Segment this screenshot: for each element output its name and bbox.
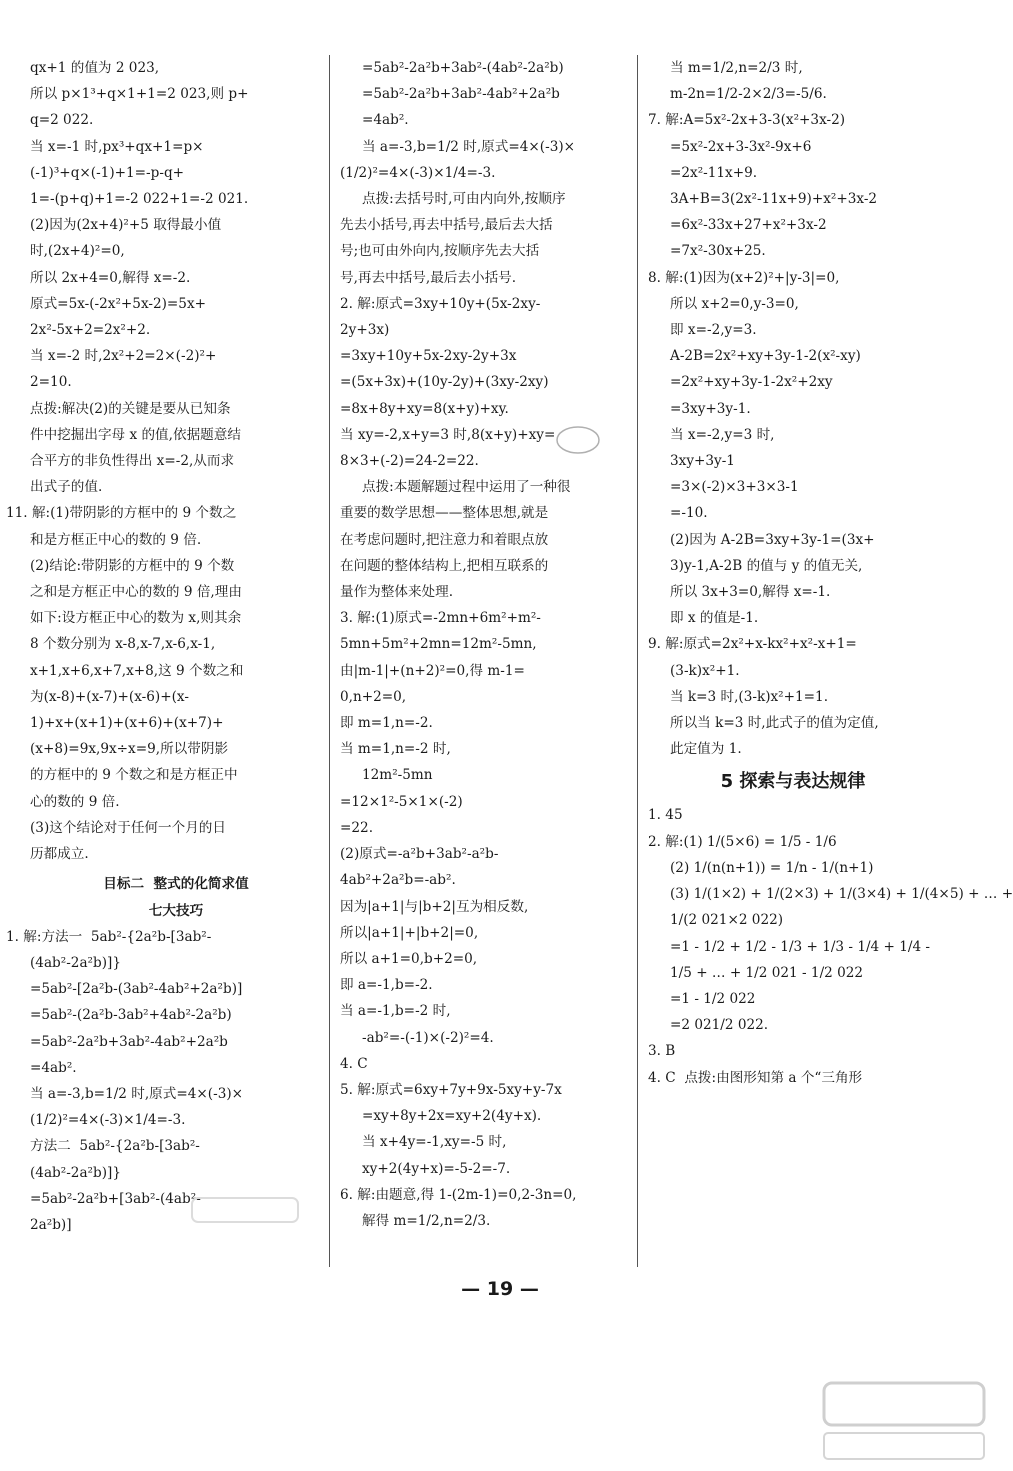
text-line: =3×(-2)×3+3×3-1 xyxy=(670,479,799,496)
text-line: xy+2(4y+x)=-5-2=-7. xyxy=(362,1160,511,1177)
text-line: =5ab²-2a²b+3ab²-(4ab²-2a²b) xyxy=(362,60,564,76)
text-line: -ab²=-(-1)×(-2)²=4. xyxy=(362,1029,494,1046)
text-line: 所以当 k=3 时,此式子的值为定值, xyxy=(670,715,879,732)
answer-column-right xyxy=(648,55,1013,1270)
question-1-line: 1. 解:方法一 5ab²-{2a²b-[3ab²- xyxy=(6,928,212,945)
text-line: 即 x 的值是-1. xyxy=(670,610,759,627)
text-line: =2x²-11x+9. xyxy=(670,164,758,181)
text-line: =(5x+3x)+(10y-2y)+(3xy-2xy) xyxy=(340,374,549,391)
answer-column-middle xyxy=(340,55,630,1270)
text-line: 1)+x+(x+1)+(x+6)+(x+7)+ xyxy=(30,715,224,732)
text-line: =3xy+3y-1. xyxy=(670,400,751,417)
text-line: 当 a=-3,b=1/2 时,原式=4×(-3)× xyxy=(30,1085,244,1102)
text-line: 当 m=1,n=-2 时, xyxy=(340,741,451,758)
text-line: (3) 1/(1×2) + 1/(2×3) + 1/(3×4) + 1/(4×5) + … + xyxy=(670,886,1013,903)
text-line: (2)因为 A-2B=3xy+3y-1=(3x+ xyxy=(670,531,875,548)
page-number: — 19 — xyxy=(461,1278,539,1300)
text-line: =7x²-30x+25. xyxy=(670,243,766,260)
question-6-line: 6. 解:由题意,得 1-(2m-1)=0,2-3n=0, xyxy=(340,1186,577,1203)
text-line: 当 xy=-2,x+y=3 时,8(x+y)+xy= xyxy=(340,426,556,443)
hint-line: 重要的数学思想——整体思想,就是 xyxy=(340,505,549,522)
question-2-line: 2. 解:(1) 1/(5×6) = 1/5 - 1/6 xyxy=(648,833,837,850)
text-line: =12×1²-5×1×(-2) xyxy=(340,793,463,810)
text-line: (-1)³+q×(-1)+1=-p-q+ xyxy=(30,164,185,181)
section-heading: 目标二 整式的化简求值 xyxy=(103,876,249,893)
text-line: 所以 x+2=0,y-3=0, xyxy=(670,295,799,312)
hint-line: 号;也可由外向内,按顺序先去大括 xyxy=(340,243,540,260)
text-line: 当 k=3 时,(3-k)x²+1=1. xyxy=(670,688,829,705)
text-line: (2)结论:带阴影的方框中的 9 个数 xyxy=(30,557,235,574)
text-line: 2a²b)] xyxy=(30,1216,72,1233)
hint-line: 在问题的整体结构上,把相互联系的 xyxy=(340,557,549,574)
text-line: 1/5 + … + 1/2 021 - 1/2 022 xyxy=(670,964,864,981)
text-line: 如下:设方框正中心的数为 x,则其余 xyxy=(30,610,242,627)
text-line: (3)这个结论对于任何一个月的日 xyxy=(30,819,226,836)
text-line: 1/(2 021×2 022) xyxy=(670,912,784,929)
hint-line: 点拨:解决(2)的关键是要从已知条 xyxy=(30,400,231,417)
text-line: 由|m-1|+(n+2)²=0,得 m-1= xyxy=(340,662,525,679)
question-4-line: 4. C 点拨:由图形知第 a 个“三角形 xyxy=(648,1069,863,1086)
text-line: (1/2)²=4×(-3)×1/4=-3. xyxy=(340,164,496,181)
text-line: 所以 2x+4=0,解得 x=-2. xyxy=(30,269,191,286)
hint-line: 先去小括号,再去中括号,最后去大括 xyxy=(340,217,553,234)
question-8-line: 8. 解:(1)因为(x+2)²+|y-3|=0, xyxy=(648,269,840,286)
hint-line: 在考虑问题时,把注意力和着眼点放 xyxy=(340,531,549,548)
hint-line: 量作为整体来处理. xyxy=(340,584,454,601)
text-line: 3)y-1,A-2B 的值与 y 的值无关, xyxy=(670,557,863,574)
column-divider-2 xyxy=(637,55,638,1267)
text-line: 即 m=1,n=-2. xyxy=(340,715,433,732)
question-11-line: 11. 解:(1)带阴影的方框中的 9 个数之 xyxy=(6,505,237,522)
text-line: m-2n=1/2-2×2/3=-5/6. xyxy=(670,86,827,103)
text-line: 4ab²+2a²b=-ab². xyxy=(340,872,456,889)
text-line: 8 个数分别为 x-8,x-7,x-6,x-1, xyxy=(30,636,216,653)
text-line: 所以 a+1=0,b+2=0, xyxy=(340,950,478,967)
text-line: q=2 022. xyxy=(30,112,94,129)
text-line: =3xy+10y+5x-2xy-2y+3x xyxy=(340,348,517,365)
question-7-line: 7. 解:A=5x²-2x+3-3(x²+3x-2) xyxy=(648,112,846,129)
text-line: =-10. xyxy=(670,505,708,522)
text-line: =5ab²-[2a²b-(3ab²-4ab²+2a²b)] xyxy=(30,981,243,998)
hint-line: 合平方的非负性得出 x=-2,从而求 xyxy=(30,453,235,470)
text-line: (2)因为(2x+4)²+5 取得最小值 xyxy=(30,217,222,234)
text-line: 2x²-5x+2=2x²+2. xyxy=(30,322,151,339)
text-line: 的方框中的 9 个数之和是方框正中 xyxy=(30,767,238,784)
text-line: 所以|a+1|+|b+2|=0, xyxy=(340,924,479,941)
text-line: 解得 m=1/2,n=2/3. xyxy=(362,1212,491,1229)
text-line: (1/2)²=4×(-3)×1/4=-3. xyxy=(30,1112,186,1129)
text-line: 此定值为 1. xyxy=(670,741,742,758)
text-line: 和是方框正中心的数的 9 倍. xyxy=(30,531,202,548)
hint-line: 件中挖掘出字母 x 的值,依据题意结 xyxy=(30,426,241,443)
text-line: x+1,x+6,x+7,x+8,这 9 个数之和 xyxy=(30,662,244,679)
text-line: (2) 1/(n(n+1)) = 1/n - 1/(n+1) xyxy=(670,859,874,876)
text-line: =5ab²-2a²b+3ab²-4ab²+2a²b xyxy=(30,1033,228,1050)
question-3-answer: 3. B xyxy=(648,1043,676,1060)
question-1-answer: 1. 45 xyxy=(648,807,683,824)
text-line: 12m²-5mn xyxy=(362,767,433,784)
text-line: =5ab²-2a²b+3ab²-4ab²+2a²b xyxy=(362,86,560,103)
text-line: 当 a=-1,b=-2 时, xyxy=(340,1003,451,1020)
text-line: 所以 p×1³+q×1+1=2 023,则 p+ xyxy=(30,86,249,103)
text-line: =4ab². xyxy=(362,112,409,129)
text-line: 2=10. xyxy=(30,374,72,391)
text-line: 之和是方框正中心的数的 9 倍,理由 xyxy=(30,584,242,601)
text-line: (3-k)x²+1. xyxy=(670,662,740,679)
text-line: 原式=5x-(-2x²+5x-2)=5x+ xyxy=(30,295,207,312)
text-line: A-2B=2x²+xy+3y-1-2(x²-xy) xyxy=(670,348,861,365)
hint-line: 号,再去中括号,最后去小括号. xyxy=(340,269,517,286)
text-line: 因为|a+1|与|b+2|互为相反数, xyxy=(340,898,529,915)
text-line: 8×3+(-2)=24-2=22. xyxy=(340,453,479,470)
watermark-logo xyxy=(820,1375,990,1465)
question-5-line: 5. 解:原式=6xy+7y+9x-5xy+y-7x xyxy=(340,1081,562,1098)
text-line: (2)原式=-a²b+3ab²-a²b- xyxy=(340,846,499,863)
text-line: =2x²+xy+3y-1-2x²+2xy xyxy=(670,374,833,391)
text-line: 0,n+2=0, xyxy=(340,688,407,705)
section-subheading: 七大技巧 xyxy=(148,902,204,919)
text-line: (x+8)=9x,9x÷x=9,所以带阴影 xyxy=(30,741,229,758)
text-line: =1 - 1/2 + 1/2 - 1/3 + 1/3 - 1/4 + 1/4 - xyxy=(670,938,931,955)
text-line: =5ab²-2a²b+[3ab²-(4ab²- xyxy=(30,1190,201,1207)
text-line: 当 x=-2 时,2x²+2=2×(-2)²+ xyxy=(30,348,217,365)
text-line: 1=-(p+q)+1=-2 022+1=-2 021. xyxy=(30,191,249,208)
text-line: 当 x=-2,y=3 时, xyxy=(670,426,775,443)
text-line: =4ab². xyxy=(30,1059,77,1076)
text-line: 历都成立. xyxy=(30,846,89,863)
text-line: 方法二 5ab²-{2a²b-[3ab²- xyxy=(30,1138,200,1155)
text-line: 所以 3x+3=0,解得 x=-1. xyxy=(670,584,831,601)
text-line: 为(x-8)+(x-7)+(x-6)+(x- xyxy=(30,688,189,705)
text-line: 当 x=-1 时,px³+qx+1=p× xyxy=(30,138,204,155)
hint-line: 点拨:去括号时,可由内向外,按顺序 xyxy=(362,191,566,208)
text-line: qx+1 的值为 2 023, xyxy=(30,60,160,76)
question-4-answer: 4. C xyxy=(340,1055,368,1072)
text-line: 3xy+3y-1 xyxy=(670,453,735,470)
text-line: =22. xyxy=(340,819,374,836)
text-line: 5mn+5m²+2mn=12m²-5mn, xyxy=(340,636,537,653)
answer-column-left xyxy=(6,55,322,1270)
section-title: 5 探索与表达规律 xyxy=(720,771,866,793)
text-line: 当 a=-3,b=1/2 时,原式=4×(-3)× xyxy=(362,138,576,155)
text-line: =2 021/2 022. xyxy=(670,1017,769,1034)
text-line: =xy+8y+2x=xy+2(4y+x). xyxy=(362,1108,542,1125)
text-line: =8x+8y+xy=8(x+y)+xy. xyxy=(340,400,509,417)
hint-line: 出式子的值. xyxy=(30,479,103,496)
text-line: 当 x+4y=-1,xy=-5 时, xyxy=(362,1134,507,1151)
text-line: 心的数的 9 倍. xyxy=(30,793,120,810)
text-line: 2y+3x) xyxy=(340,322,390,339)
text-line: =5ab²-(2a²b-3ab²+4ab²-2a²b) xyxy=(30,1007,232,1024)
column-divider-1 xyxy=(329,55,330,1267)
hint-line: 点拨:本题解题过程中运用了一种很 xyxy=(362,479,571,496)
seal-stamp xyxy=(555,425,601,455)
text-line: (4ab²-2a²b)]} xyxy=(30,954,121,971)
question-9-line: 9. 解:原式=2x²+x-kx²+x²-x+1= xyxy=(648,636,857,653)
question-2-line: 2. 解:原式=3xy+10y+(5x-2xy- xyxy=(340,295,541,312)
text-line: 当 m=1/2,n=2/3 时, xyxy=(670,60,803,76)
seal-stamp xyxy=(190,1195,300,1225)
text-line: 即 a=-1,b=-2. xyxy=(340,977,433,994)
question-3-line: 3. 解:(1)原式=-2mn+6m²+m²- xyxy=(340,610,541,627)
text-line: =6x²-33x+27+x²+3x-2 xyxy=(670,217,827,234)
text-line: (4ab²-2a²b)]} xyxy=(30,1164,121,1181)
text-line: =1 - 1/2 022 xyxy=(670,990,756,1007)
text-line: =5x²-2x+3-3x²-9x+6 xyxy=(670,138,812,155)
text-line: 即 x=-2,y=3. xyxy=(670,322,757,339)
text-line: 时,(2x+4)²=0, xyxy=(30,243,125,260)
text-line: 3A+B=3(2x²-11x+9)+x²+3x-2 xyxy=(670,191,878,208)
